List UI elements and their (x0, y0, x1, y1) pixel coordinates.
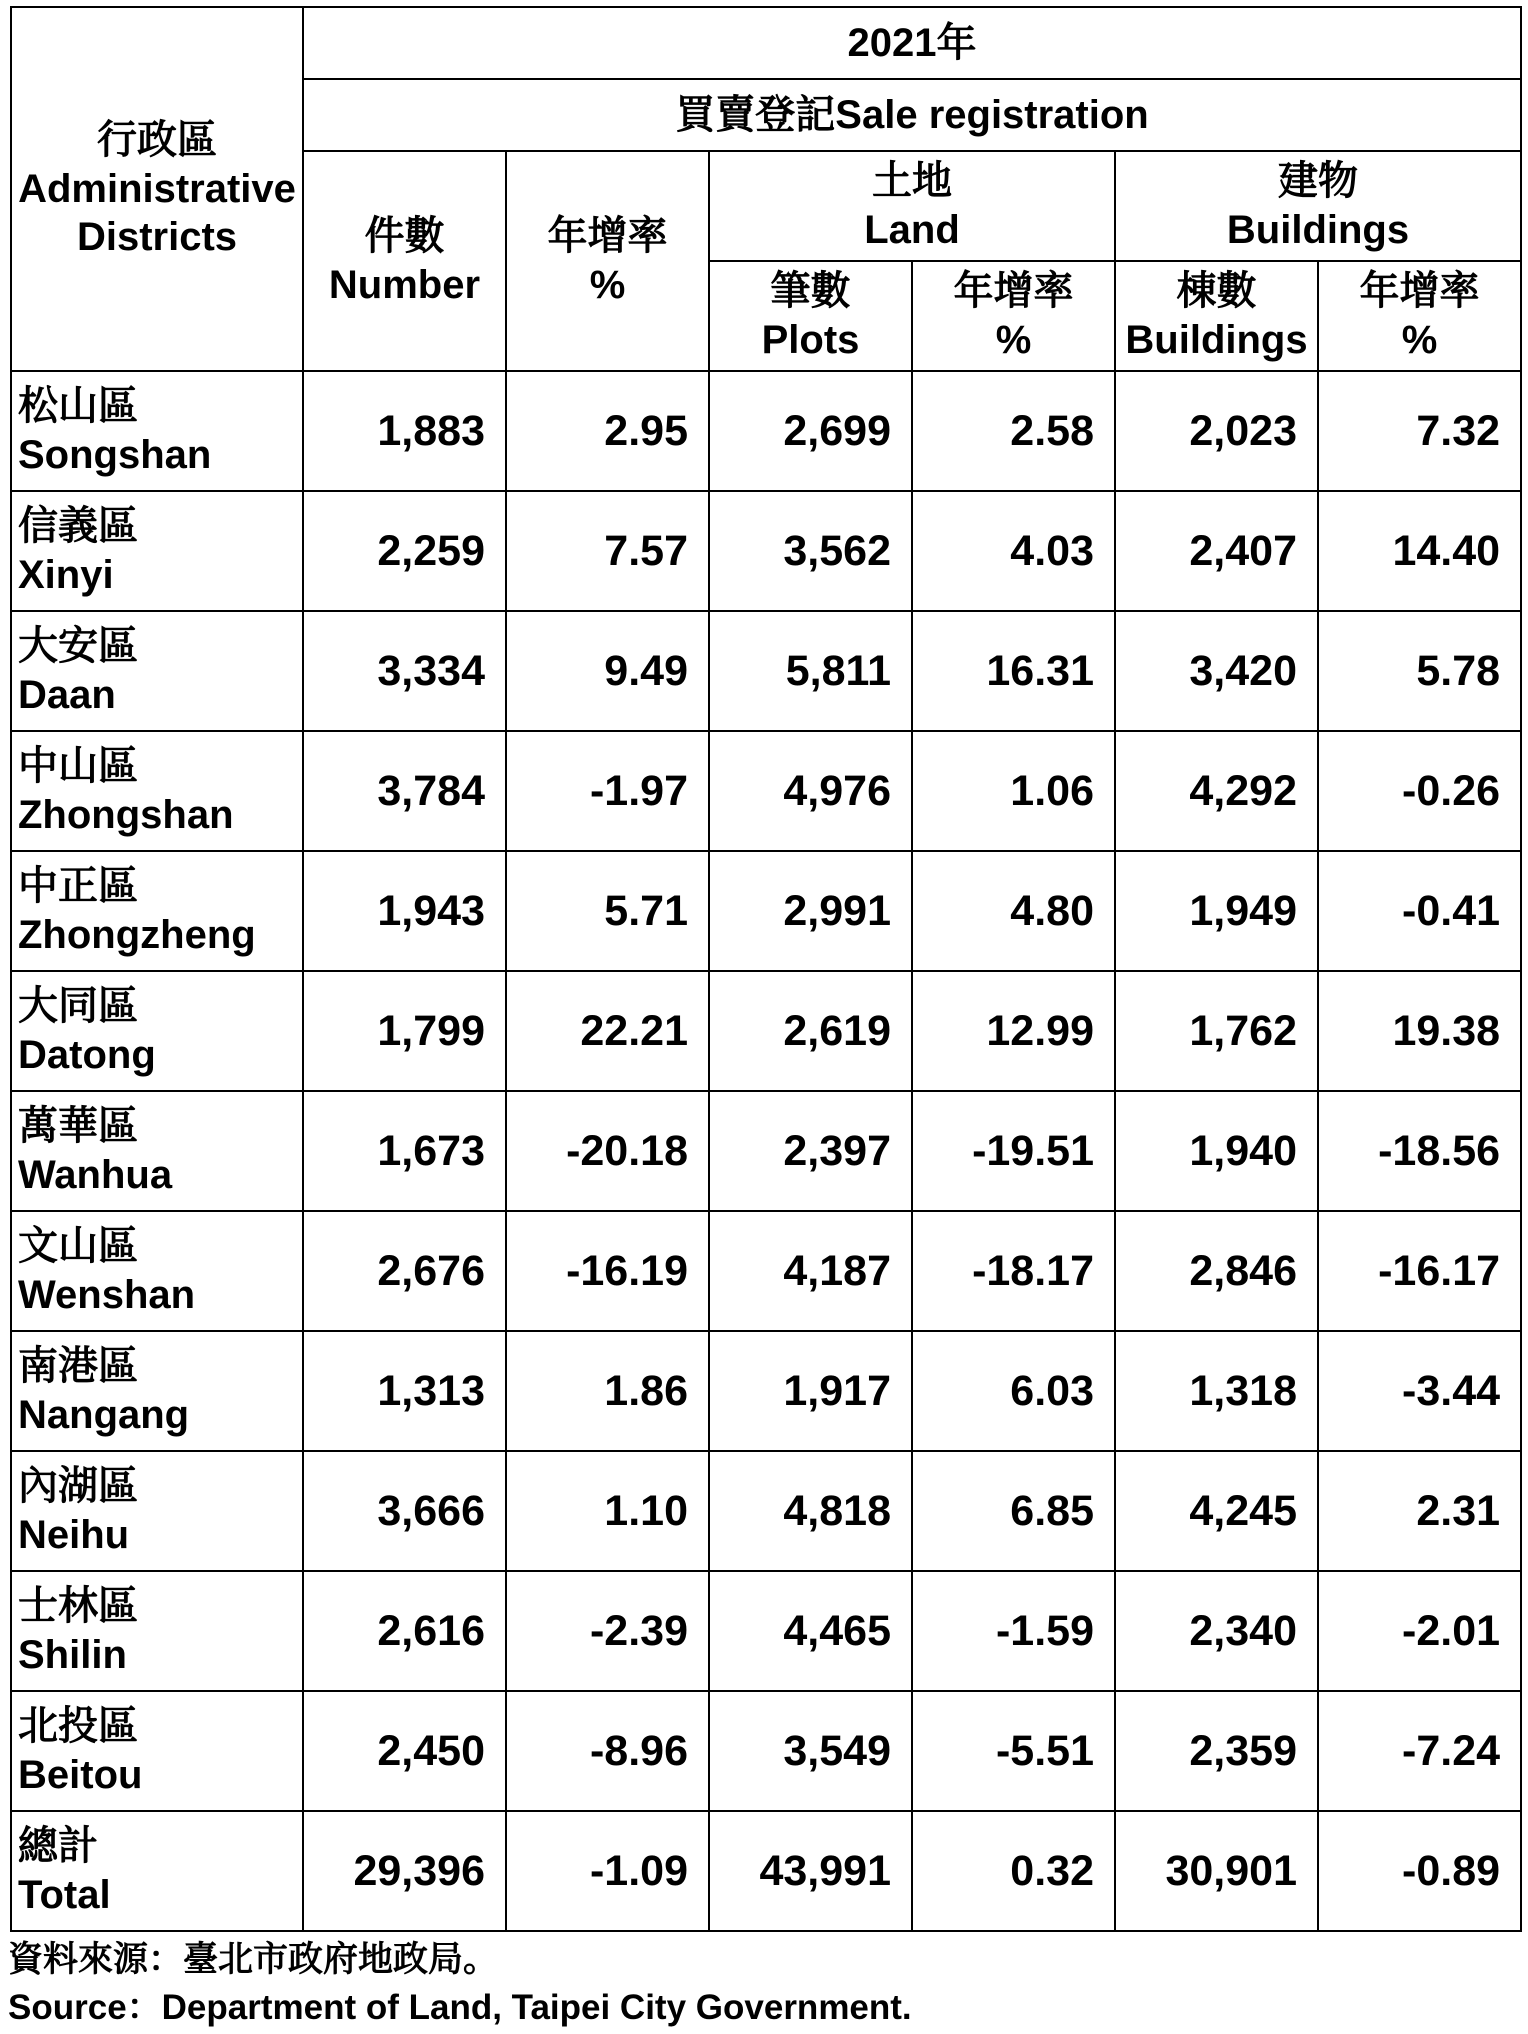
cell-number: 3,334 (303, 611, 506, 731)
cell-number-growth: 5.71 (506, 851, 709, 971)
district-name-zh: 松山區 (18, 384, 138, 429)
header-land-zh: 土地 (872, 159, 952, 204)
cell-number-growth: 9.49 (506, 611, 709, 731)
cell-number: 2,676 (303, 1211, 506, 1331)
cell-land-plots: 4,187 (709, 1211, 912, 1331)
table-row (11, 491, 1521, 611)
district-name-zh: 文山區 (18, 1224, 138, 1269)
header-row-year (11, 7, 1521, 79)
cell-buildings: 1,318 (1115, 1331, 1318, 1451)
table-row (11, 851, 1521, 971)
cell-number: 29,396 (303, 1811, 506, 1931)
cell-land-plots: 5,811 (709, 611, 912, 731)
table-row (11, 1331, 1521, 1451)
district-name-zh: 信義區 (18, 504, 138, 549)
district-cell (11, 1811, 303, 1931)
table-row (11, 971, 1521, 1091)
cell-number-growth: 7.57 (506, 491, 709, 611)
cell-buildings: 2,023 (1115, 371, 1318, 491)
cell-land-plots: 2,619 (709, 971, 912, 1091)
table-row (11, 1571, 1521, 1691)
cell-buildings-growth: -0.26 (1318, 731, 1521, 851)
cell-number-growth: -16.19 (506, 1211, 709, 1331)
header-buildings-growth-unit: % (1401, 318, 1438, 362)
cell-land-growth: 12.99 (912, 971, 1115, 1091)
header-land-growth-unit: % (995, 318, 1032, 362)
district-cell (11, 371, 303, 491)
district-cell (11, 851, 303, 971)
header-year: 2021年 (303, 7, 1521, 79)
cell-number-growth: -8.96 (506, 1691, 709, 1811)
header-number (303, 151, 506, 371)
cell-buildings-growth: 5.78 (1318, 611, 1521, 731)
header-section: 買賣登記Sale registration (303, 79, 1521, 151)
district-name-en: Zhongzheng (18, 913, 256, 957)
cell-land-growth: 4.03 (912, 491, 1115, 611)
source-line-zh: 資料來源：臺北市政府地政局。 (8, 1940, 499, 1979)
cell-land-growth: 6.03 (912, 1331, 1115, 1451)
cell-land-plots: 4,818 (709, 1451, 912, 1571)
header-land (709, 151, 1115, 261)
cell-land-growth: 2.58 (912, 371, 1115, 491)
cell-number: 1,673 (303, 1091, 506, 1211)
header-building-count-zh: 棟數 (1176, 269, 1257, 314)
header-buildings-zh: 建物 (1278, 159, 1359, 204)
cell-number: 2,616 (303, 1571, 506, 1691)
header-buildings-en: Buildings (1226, 208, 1410, 252)
cell-land-plots: 4,976 (709, 731, 912, 851)
cell-buildings: 1,940 (1115, 1091, 1318, 1211)
header-number-en: Number (328, 263, 481, 307)
cell-buildings-growth: 19.38 (1318, 971, 1521, 1091)
cell-number-growth: -1.09 (506, 1811, 709, 1931)
district-cell (11, 1091, 303, 1211)
cell-buildings-growth: -18.56 (1318, 1091, 1521, 1211)
header-land-growth-zh: 年增率 (953, 269, 1074, 314)
cell-number-growth: 2.95 (506, 371, 709, 491)
table-row (11, 731, 1521, 851)
cell-buildings: 2,359 (1115, 1691, 1318, 1811)
cell-number-growth: -1.97 (506, 731, 709, 851)
district-name-zh: 南港區 (18, 1344, 138, 1389)
district-name-zh: 總計 (18, 1824, 98, 1869)
cell-number: 3,666 (303, 1451, 506, 1571)
cell-buildings: 4,245 (1115, 1451, 1318, 1571)
district-name-en: Wanhua (18, 1153, 173, 1197)
district-name-en: Songshan (18, 433, 212, 477)
district-name-zh: 北投區 (18, 1704, 138, 1749)
cell-buildings: 2,340 (1115, 1571, 1318, 1691)
cell-number: 1,313 (303, 1331, 506, 1451)
cell-buildings: 30,901 (1115, 1811, 1318, 1931)
district-cell (11, 491, 303, 611)
cell-number: 3,784 (303, 731, 506, 851)
header-district-en-line1: Administrative (18, 166, 296, 211)
cell-buildings: 2,407 (1115, 491, 1318, 611)
cell-buildings-growth: -2.01 (1318, 1571, 1521, 1691)
cell-land-growth: -1.59 (912, 1571, 1115, 1691)
district-name-en: Daan (18, 673, 116, 717)
sale-registration-table (10, 6, 1522, 1932)
cell-land-growth: 0.32 (912, 1811, 1115, 1931)
header-number-zh: 件數 (364, 214, 445, 259)
district-name-zh: 大同區 (18, 984, 138, 1029)
district-name-zh: 中山區 (18, 744, 138, 789)
cell-buildings-growth: 7.32 (1318, 371, 1521, 491)
cell-land-plots: 2,699 (709, 371, 912, 491)
district-cell (11, 1571, 303, 1691)
header-buildings-growth (1318, 261, 1521, 371)
table-row-total (11, 1811, 1521, 1931)
district-name-zh: 中正區 (18, 864, 138, 909)
cell-land-plots: 2,991 (709, 851, 912, 971)
cell-land-growth: -19.51 (912, 1091, 1115, 1211)
header-buildings (1115, 151, 1521, 261)
header-district (11, 7, 303, 371)
header-number-growth-unit: % (589, 263, 626, 307)
district-cell (11, 611, 303, 731)
header-building-count (1115, 261, 1318, 371)
header-district-en-line2: Districts (76, 215, 238, 260)
cell-buildings-growth: 2.31 (1318, 1451, 1521, 1571)
district-name-en: Datong (18, 1033, 156, 1077)
cell-land-growth: 4.80 (912, 851, 1115, 971)
table-row (11, 1691, 1521, 1811)
cell-buildings-growth: -16.17 (1318, 1211, 1521, 1331)
cell-buildings: 4,292 (1115, 731, 1318, 851)
cell-buildings-growth: -0.41 (1318, 851, 1521, 971)
cell-number: 1,883 (303, 371, 506, 491)
header-plots-zh: 筆數 (770, 269, 851, 314)
district-cell (11, 1331, 303, 1451)
district-name-en: Nangang (18, 1393, 190, 1437)
table-row (11, 371, 1521, 491)
district-name-zh: 萬華區 (18, 1104, 138, 1149)
cell-number: 2,259 (303, 491, 506, 611)
cell-buildings-growth: -0.89 (1318, 1811, 1521, 1931)
cell-buildings-growth: 14.40 (1318, 491, 1521, 611)
cell-number-growth: 22.21 (506, 971, 709, 1091)
cell-buildings-growth: -7.24 (1318, 1691, 1521, 1811)
cell-buildings-growth: -3.44 (1318, 1331, 1521, 1451)
district-name-en: Zhongshan (18, 793, 234, 837)
table-row (11, 611, 1521, 731)
source-note (8, 1936, 912, 2032)
district-cell (11, 1211, 303, 1331)
table-row (11, 1091, 1521, 1211)
cell-land-growth: 1.06 (912, 731, 1115, 851)
district-name-en: Total (18, 1873, 111, 1917)
cell-land-plots: 43,991 (709, 1811, 912, 1931)
cell-number: 1,799 (303, 971, 506, 1091)
cell-land-plots: 4,465 (709, 1571, 912, 1691)
district-name-zh: 士林區 (18, 1584, 138, 1629)
header-buildings-growth-zh: 年增率 (1359, 269, 1480, 314)
district-cell (11, 731, 303, 851)
header-number-growth (506, 151, 709, 371)
header-land-growth (912, 261, 1115, 371)
source-line-en: Source：Department of Land, Taipei City Government. (8, 1988, 912, 2027)
district-name-zh: 大安區 (18, 624, 138, 669)
cell-buildings: 1,949 (1115, 851, 1318, 971)
district-name-zh: 內湖區 (18, 1464, 138, 1509)
cell-land-plots: 1,917 (709, 1331, 912, 1451)
cell-number-growth: 1.10 (506, 1451, 709, 1571)
header-plots (709, 261, 912, 371)
cell-buildings: 2,846 (1115, 1211, 1318, 1331)
cell-land-plots: 2,397 (709, 1091, 912, 1211)
cell-land-growth: -18.17 (912, 1211, 1115, 1331)
cell-buildings: 1,762 (1115, 971, 1318, 1091)
district-cell (11, 1691, 303, 1811)
cell-number: 2,450 (303, 1691, 506, 1811)
cell-number-growth: -2.39 (506, 1571, 709, 1691)
district-name-en: Shilin (18, 1633, 127, 1677)
district-name-en: Neihu (18, 1513, 130, 1557)
cell-land-growth: 6.85 (912, 1451, 1115, 1571)
table-row (11, 1211, 1521, 1331)
cell-number-growth: 1.86 (506, 1331, 709, 1451)
cell-land-growth: -5.51 (912, 1691, 1115, 1811)
header-number-growth-zh: 年增率 (547, 214, 668, 259)
cell-land-plots: 3,549 (709, 1691, 912, 1811)
district-cell (11, 971, 303, 1091)
cell-land-plots: 3,562 (709, 491, 912, 611)
district-name-en: Beitou (18, 1753, 143, 1797)
header-land-en: Land (864, 208, 960, 252)
cell-number: 1,943 (303, 851, 506, 971)
header-plots-en: Plots (761, 318, 860, 362)
table-row (11, 1451, 1521, 1571)
district-cell (11, 1451, 303, 1571)
district-name-en: Xinyi (18, 553, 114, 597)
header-district-zh: 行政區 (97, 117, 217, 162)
cell-number-growth: -20.18 (506, 1091, 709, 1211)
cell-land-growth: 16.31 (912, 611, 1115, 731)
district-name-en: Wenshan (18, 1273, 196, 1317)
header-building-count-en: Buildings (1125, 318, 1308, 362)
cell-buildings: 3,420 (1115, 611, 1318, 731)
